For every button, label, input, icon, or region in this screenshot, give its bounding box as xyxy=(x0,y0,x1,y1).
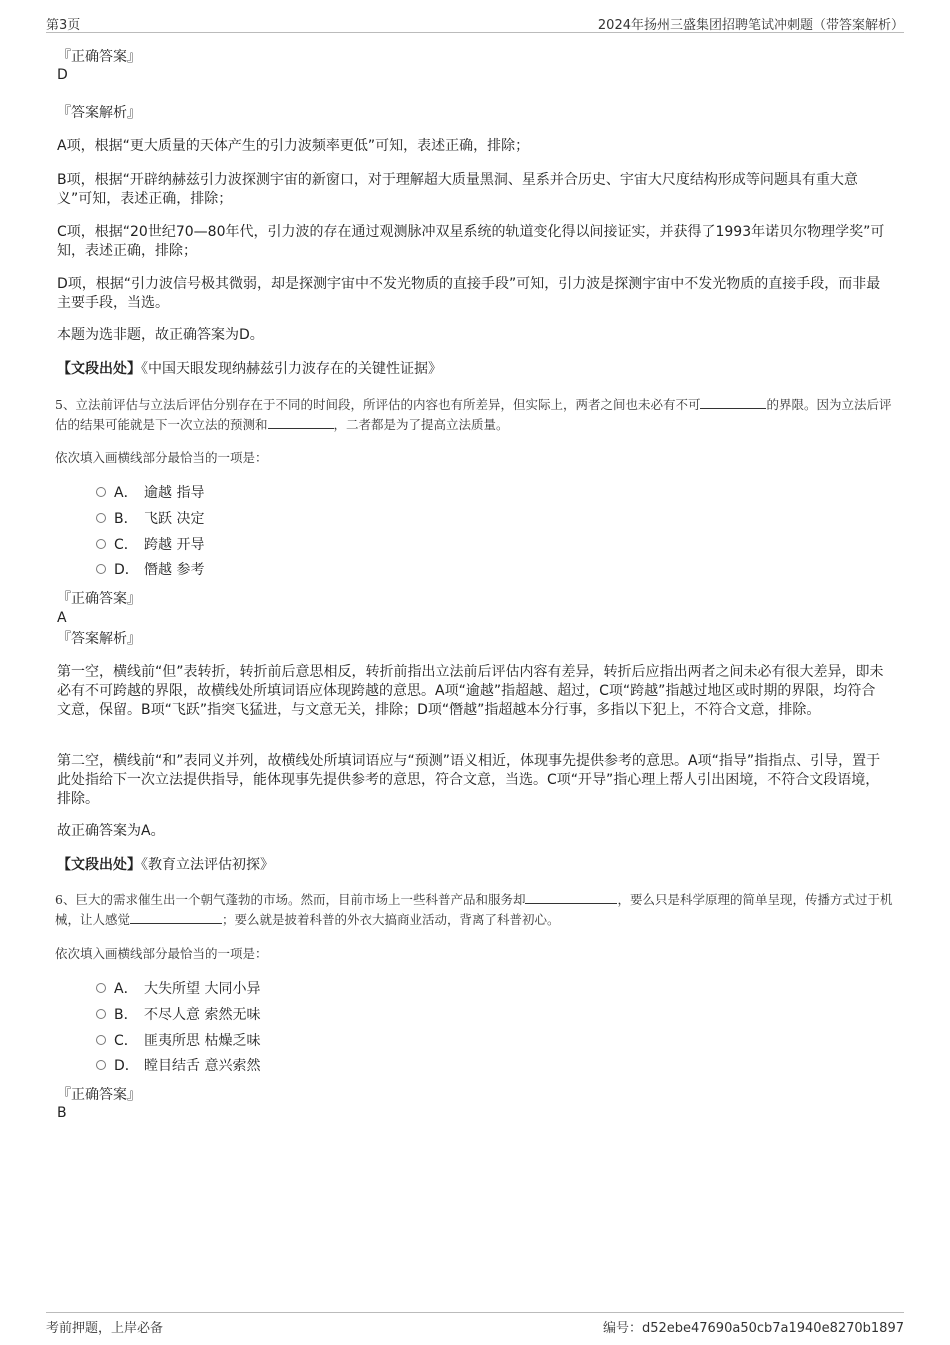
document-title: 2024年扬州三盛集团招聘笔试冲刺题（带答案解析） xyxy=(597,18,904,33)
fill-blank xyxy=(525,891,617,904)
document-code: 编号：d52ebe47690a50cb7a1940e8270b1897 xyxy=(602,1321,904,1336)
q5-answer: A xyxy=(57,610,67,626)
source-label: 【文段出处】 xyxy=(57,361,141,377)
q5-analysis-para: 故正确答案为A。 xyxy=(57,823,165,839)
q4-analysis-para: D项，根据“引力波信号极其微弱，却是探测宇宙中不发光物质的直接手段”可知，引力波是探测宇宙中不发光物质的直接手段，而非最主要手段，当选。 xyxy=(57,276,881,311)
q4-answer-label: 『正确答案』 xyxy=(57,49,141,65)
q6-option-c[interactable]: C． 匪夷所思 枯燥乏味 xyxy=(96,1031,260,1051)
q4-analysis-para: 本题为选非题，故正确答案为D。 xyxy=(57,327,264,343)
radio-icon[interactable] xyxy=(96,539,106,549)
q6-prompt: 依次填入画横线部分最恰当的一项是： xyxy=(55,946,268,961)
q6-option-d[interactable]: D． 瞠目结舌 意兴索然 xyxy=(96,1056,260,1076)
q5-analysis-para: 第二空，横线前“和”表同义并列，故横线处所填词语应与“预测”语义相近，体现事先提供参考的意思。A项“指导”指指点、引导，置于此处指给下一次立法提供指导，能体现事先提供参考的意思，符合文意，当选。C项“开导”指心理上帮人引出困境，不符合文段语境，排除。 xyxy=(57,753,881,807)
source-label: 【文段出处】 xyxy=(57,857,141,873)
q6-option-a[interactable]: A． 大失所望 大同小异 xyxy=(96,979,260,999)
q5-analysis-label: 『答案解析』 xyxy=(57,631,141,647)
q4-analysis-para: B项，根据“开辟纳赫兹引力波探测宇宙的新窗口，对于理解超大质量黑洞、星系并合历史、宇宙大尺度结构形成等问题具有重大意义”可知，表述正确，排除； xyxy=(57,172,858,207)
q4-analysis-para: C项，根据“20世纪70—80年代，引力波的存在通过观测脉冲双星系统的轨道变化得以间接证实，并获得了1993年诺贝尔物理学奖”可知，表述正确，排除； xyxy=(57,224,885,259)
page-header xyxy=(46,14,904,33)
fill-blank xyxy=(700,396,766,409)
radio-icon[interactable] xyxy=(96,1060,106,1070)
fill-blank xyxy=(268,416,334,429)
page-number: 第3页 xyxy=(46,18,81,33)
q6-answer: B xyxy=(57,1105,67,1121)
q5-answer-label: 『正确答案』 xyxy=(57,591,141,607)
q5-option-a[interactable]: A． 逾越 指导 xyxy=(96,483,204,503)
radio-icon[interactable] xyxy=(96,1009,106,1019)
radio-icon[interactable] xyxy=(96,564,106,574)
q4-analysis-label: 『答案解析』 xyxy=(57,105,141,121)
q4-source xyxy=(57,360,887,378)
fill-blank xyxy=(130,911,222,924)
source-title: 《教育立法评估初探》 xyxy=(141,857,274,873)
source-title: 《中国天眼发现纳赫兹引力波存在的关键性证据》 xyxy=(141,361,442,377)
q5-option-d[interactable]: D． 僭越 参考 xyxy=(96,560,204,580)
q5-analysis-para: 第一空，横线前“但”表转折，转折前后意思相反，转折前指出立法前后评估内容有差异，转折后应指出两者之间未必有很大差异，即未必有不可跨越的界限，故横线处所填词语应体现跨越的意思。A项“逾越”指超越、超过，C项“跨越”指越过地区或时期的界限，均符合文意，保留。B项“飞跃”指突飞猛进，与文意无关，排除；D项“僭越”指超越本分行事，多指以下犯上，不符合文意，排除。 xyxy=(57,664,884,718)
radio-icon[interactable] xyxy=(96,513,106,523)
footer-slogan: 考前押题，上岸必备 xyxy=(46,1321,164,1336)
q5-question-text: 5、立法前评估与立法后评估分别存在于不同的时间段，所评估的内容也有所差异，但实际上，两者之间也未必有不可 的界限。因为立法后评估的结果可能就是下一次立法的预测和 ，二者都是为了提高立法质量。 xyxy=(55,397,892,432)
radio-icon[interactable] xyxy=(96,1035,106,1045)
q6-answer-label: 『正确答案』 xyxy=(57,1087,141,1103)
page-footer xyxy=(46,1312,904,1335)
q5-option-b[interactable]: B． 飞跃 决定 xyxy=(96,509,204,529)
q6-option-b[interactable]: B． 不尽人意 索然无味 xyxy=(96,1005,260,1025)
q6-question-text: 6、巨大的需求催生出一个朝气蓬勃的市场。然而，目前市场上一些科普产品和服务却 ，要么只是科学原理的简单呈现，传播方式过于机械，让人感觉 ；要么就是披着科普的外衣大搞商业活动，背离了科普初心。 xyxy=(55,892,893,927)
q5-option-c[interactable]: C． 跨越 开导 xyxy=(96,535,204,555)
radio-icon[interactable] xyxy=(96,487,106,497)
q5-prompt: 依次填入画横线部分最恰当的一项是： xyxy=(55,450,268,465)
q4-analysis-para: A项，根据“更大质量的天体产生的引力波频率更低”可知，表述正确，排除； xyxy=(57,138,530,154)
radio-icon[interactable] xyxy=(96,983,106,993)
q5-source xyxy=(57,856,887,874)
q4-answer: D xyxy=(57,67,68,83)
